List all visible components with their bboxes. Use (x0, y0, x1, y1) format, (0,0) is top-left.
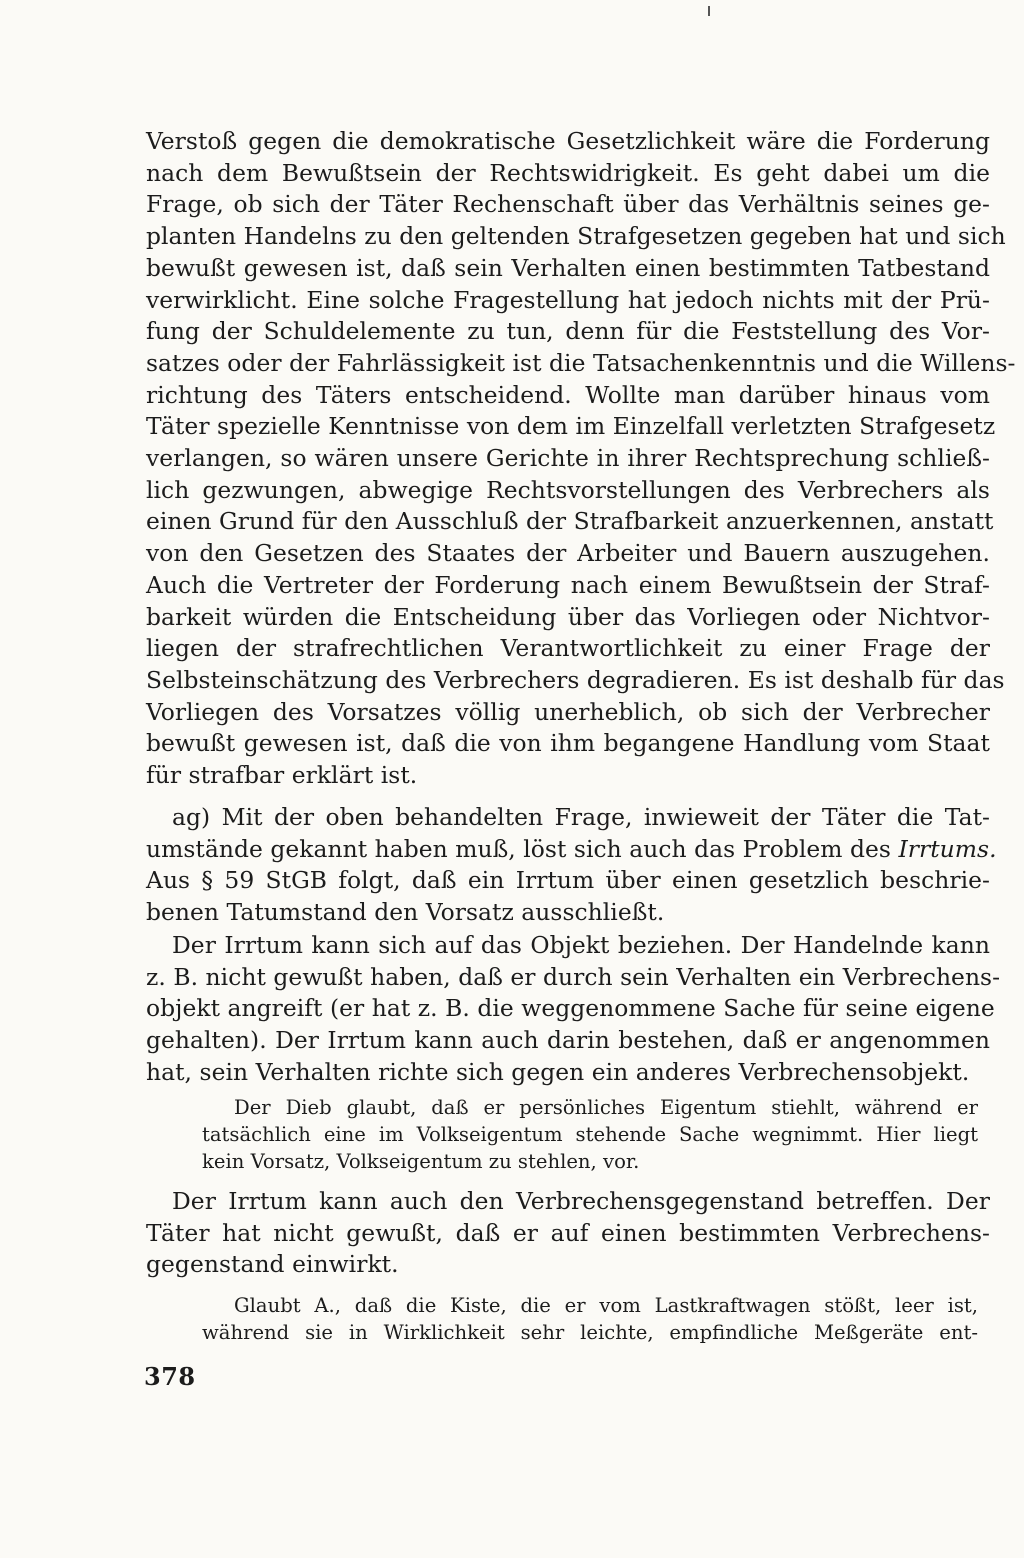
text-line: gegenstand einwirkt. (146, 1250, 399, 1279)
example-dieb (202, 1094, 978, 1176)
text-line: bewußt gewesen ist, daß sein Verhalten einen bestimmten Tatbestand (146, 253, 990, 282)
text-line: von den Gesetzen des Staates der Arbeiter und Bauern auszugehen. (146, 539, 990, 568)
text-line: Selbsteinschätzung des Verbrechers degradieren. Es ist deshalb für das (146, 665, 1005, 694)
text-line: verwirklicht. Eine solche Fragestellung hat jedoch nichts mit der Prü- (146, 285, 990, 314)
text-line: kein Vorsatz, Volkseigentum zu stehlen, vor. (202, 1150, 640, 1174)
text-line: hat, sein Verhalten richte sich gegen ein anderes Verbrechensobjekt. (146, 1057, 970, 1086)
print-speck (708, 6, 710, 16)
text-line: verlangen, so wären unsere Gerichte in ihrer Rechtsprechung schließ- (146, 444, 990, 473)
text-line: planten Handelns zu den geltenden Strafgesetzen gegeben hat und sich (146, 222, 1006, 251)
text-line (146, 834, 997, 866)
text-segment: umstände gekannt haben muß, löst sich auch das Problem des (146, 834, 891, 863)
text-line: Verstoß gegen die demokratische Gesetzlichkeit wäre die Forderung (146, 127, 990, 155)
paragraph-verbrechensgegenstand (146, 1186, 990, 1281)
text-line: benen Tatumstand den Vorsatz ausschließt. (146, 898, 665, 927)
text-line: liegen der strafrechtlichen Verantwortlichkeit zu einer Frage der (146, 634, 990, 663)
text-line: Frage, ob sich der Täter Rechenschaft über das Verhältnis seines ge- (146, 190, 990, 219)
paragraph-irrtum (146, 802, 997, 929)
text-line: richtung des Täters entscheidend. Wollte man darüber hinaus vom (146, 380, 990, 409)
page-number: 378 (144, 1362, 196, 1391)
text-line: für strafbar erklärt ist. (146, 761, 418, 790)
italic-term: Irrtums. (898, 834, 997, 863)
text-line: gehalten). Der Irrtum kann auch darin bestehen, daß er angenommen (146, 1026, 990, 1055)
text-line: Der Dieb glaubt, daß er persönliches Eigentum stiehlt, während er (234, 1096, 978, 1119)
text-line: Glaubt A., daß die Kiste, die er vom Lastkraftwagen stößt, leer ist, (234, 1294, 978, 1317)
text-line: fung der Schuldelemente zu tun, denn für die Feststellung des Vor- (146, 317, 990, 346)
text-line: objekt angreift (er hat z. B. die weggenommene Sache für seine eigene (146, 994, 995, 1023)
text-line: einen Grund für den Ausschluß der Strafbarkeit anzuerkennen, anstatt (146, 507, 994, 536)
text-line: Täter hat nicht gewußt, daß er auf einen bestimmten Verbrechens- (146, 1218, 990, 1247)
text-line: bewußt gewesen ist, daß die von ihm begangene Handlung vom Staat (146, 729, 990, 758)
text-line: satzes oder der Fahrlässigkeit ist die Tatsachenkenntnis und die Willens- (146, 348, 1016, 377)
paragraph-continuation (146, 126, 1016, 792)
paragraph-objekt (146, 930, 1001, 1089)
text-line: Aus § 59 StGB folgt, daß ein Irrtum über einen gesetzlich beschrie- (146, 866, 990, 895)
text-line: Der Irrtum kann sich auf das Objekt beziehen. Der Handelnde kann (172, 931, 990, 959)
text-line: ag) Mit der oben behandelten Frage, inwieweit der Täter die Tat- (172, 803, 990, 831)
text-line: während sie in Wirklichkeit sehr leichte, empfindliche Meßgeräte ent- (202, 1321, 978, 1345)
example-kiste (202, 1292, 978, 1346)
text-line: barkeit würden die Entscheidung über das Vorliegen oder Nichtvor- (146, 602, 990, 631)
text-line: tatsächlich eine im Volkseigentum stehende Sache wegnimmt. Hier liegt (202, 1123, 978, 1147)
text-line: Auch die Vertreter der Forderung nach einem Bewußtsein der Straf- (146, 570, 990, 599)
text-line: Der Irrtum kann auch den Verbrechensgegenstand betreffen. Der (172, 1187, 990, 1215)
text-line: Vorliegen des Vorsatzes völlig unerheblich, ob sich der Verbrecher (146, 697, 990, 726)
text-line: lich gezwungen, abwegige Rechtsvorstellungen des Verbrechers als (146, 475, 990, 504)
text-line: nach dem Bewußtsein der Rechtswidrigkeit. Es geht dabei um die (146, 158, 990, 187)
text-line: z. B. nicht gewußt haben, daß er durch sein Verhalten ein Verbrechens- (146, 962, 1001, 991)
text-line: Täter spezielle Kenntnisse von dem im Einzelfall verletzten Strafgesetz (146, 412, 996, 441)
